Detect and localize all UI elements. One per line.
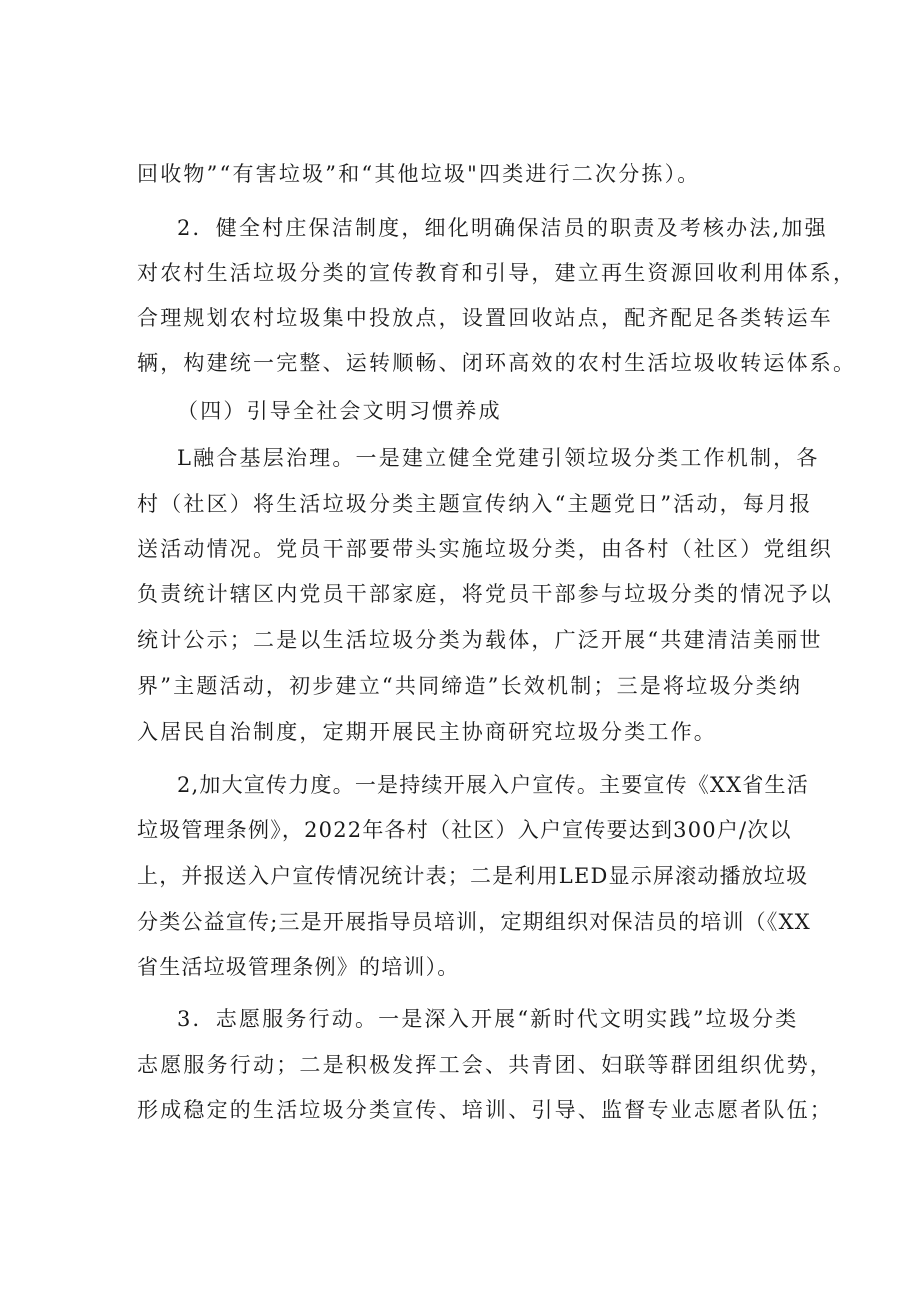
paragraph-2-line-3: 合理规划农村垃圾集中投放点，设置回收站点，配齐配足各类转运车 — [137, 306, 833, 330]
paragraph-L-line-5: 统计公示；二是以生活垃圾分类为载体，广泛开展“共建清洁美丽世 — [137, 628, 823, 652]
paragraph-L-line-7: 入居民自治制度，定期开展民主协商研究垃圾分类工作。 — [137, 720, 717, 744]
paragraph-2-line-1: 2．健全村庄保洁制度，细化明确保洁员的职责及考核办法,加强 — [177, 216, 828, 240]
paragraph-4-line-1: 3．志愿服务行动。一是深入开展“新时代文明实践”垃圾分类 — [177, 1007, 799, 1031]
paragraph-3-line-1: 2,加大宣传力度。一是持续开展入户宣传。主要宣传《XX省生活 — [177, 773, 809, 797]
body-line-1: 回收物”“有害垃圾”和“其他垃圾"四类进行二次分拣）。 — [137, 162, 701, 186]
paragraph-L-line-4: 负责统计辖区内党员干部家庭，将党员干部参与垃圾分类的情况予以 — [137, 582, 833, 606]
paragraph-L-line-6: 界”主题活动，初步建立“共同缔造”长效机制；三是将垃圾分类纳 — [137, 674, 803, 698]
paragraph-4-line-3: 形成稳定的生活垃圾分类宣传、培训、引导、监督专业志愿者队伍； — [137, 1098, 833, 1122]
paragraph-4-line-2: 志愿服务行动；二是积极发挥工会、共青团、妇联等群团组织优势， — [137, 1053, 833, 1077]
paragraph-L-line-1: L融合基层治理。一是建立健全党建引领垃圾分类工作机制，各 — [177, 446, 820, 470]
paragraph-3-line-4: 分类公益宣传;三是开展指导员培训，定期组织对保洁员的培训（《XX — [137, 910, 811, 934]
paragraph-L-line-2: 村（社区）将生活垃圾分类主题宣传纳入“主题党日”活动，每月报 — [137, 492, 813, 516]
paragraph-2-line-2: 对农村生活垃圾分类的宣传教育和引导，建立再生资源回收利用体系， — [137, 261, 857, 285]
paragraph-3-line-3: 上，并报送入户宣传情况统计表；二是利用LED显示屏滚动播放垃圾 — [137, 864, 809, 888]
paragraph-L-line-3: 送活动情况。党员干部要带头实施垃圾分类，由各村（社区）党组织 — [137, 537, 833, 561]
section-heading: （四）引导全社会文明习惯养成 — [177, 399, 502, 423]
paragraph-3-line-2: 垃圾管理条例》，2022年各村（社区）入户宣传要达到300户/次以 — [137, 818, 792, 842]
paragraph-3-line-5: 省生活垃圾管理条例》的培训）。 — [137, 955, 460, 979]
paragraph-2-line-4: 辆，构建统一完整、运转顺畅、闭环高效的农村生活垃圾收转运体系。 — [137, 351, 857, 375]
